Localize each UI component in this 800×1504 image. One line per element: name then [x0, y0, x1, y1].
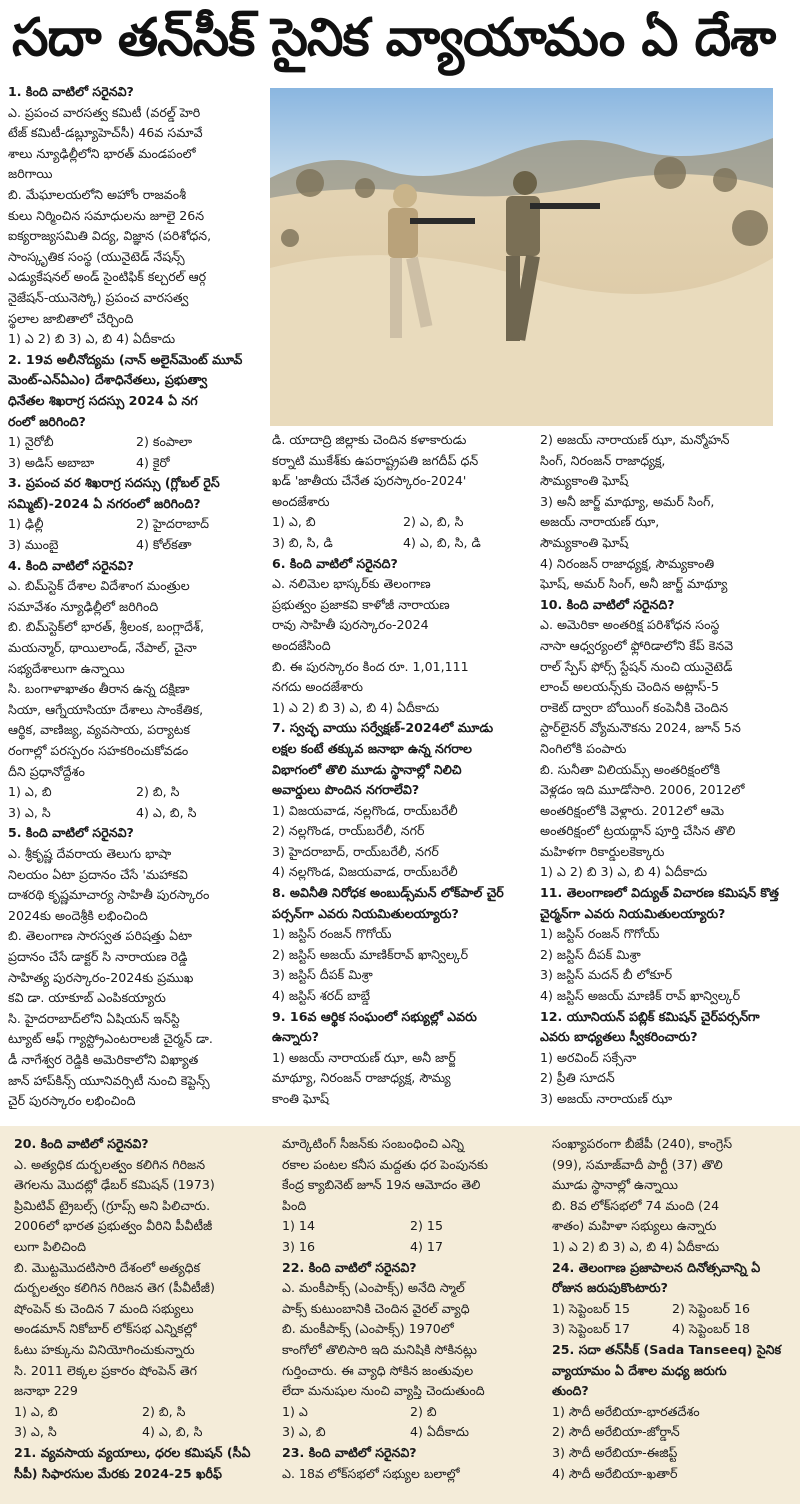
body-line: సియా, ఆగ్నేయాసియా దేశాలు సాంకేతిక,	[8, 701, 204, 717]
body-line: స్టార్‌లైనర్ వ్యోమనౌకను 2024, జూన్ 5న	[540, 720, 741, 736]
question-text: ధినేతల శిఖరాగ్ర సదస్సు 2024 ఏ నగ	[8, 392, 198, 408]
body-line: 4) సౌదీ అరేబియా-ఖతార్	[552, 1465, 678, 1481]
option-text: 3) ఎ, బి	[282, 1424, 326, 1440]
body-line: వెళ్లడం ఇది మూడోసారి. 2006, 2012లో	[540, 782, 745, 798]
body-line: అంతరిక్షంలో ట్రయథ్లాన్ పూర్తి చేసిన తొలి	[540, 823, 736, 839]
option-row	[282, 1237, 538, 1258]
body-line: సంఖ్యాపరంగా బీజేపీ (240), కాంగ్రెస్	[552, 1136, 733, 1151]
body-line: షోంపెన్ కు చెందిన 7 మంది సభ్యులు	[14, 1300, 194, 1316]
question-text: ఉన్నారు?	[272, 1029, 319, 1045]
option-row	[8, 514, 264, 535]
question-text: 5. కింది వాటిలో సరైనవి?	[8, 825, 134, 841]
body-line: జాన్ హాప్‌కిన్స్ యూనివర్సిటీ నుంచి కెప్టెన్స్	[8, 1072, 210, 1088]
body-line: నాసా ఆధ్వర్యంలో ఫ్లోరిడాలోని కేప్ కెనవె	[540, 637, 734, 653]
bottom-column-2	[282, 1134, 538, 1500]
question-text: 8. అవినీతి నిరోధక అంబుడ్స్‌మన్ లోక్‌పాల్ చైర్	[272, 885, 504, 901]
question-text: చైర్మన్‌గా ఎవరు నియమితులయ్యారు?	[540, 905, 726, 921]
question-text: 7. స్వచ్ఛ వాయు సర్వేక్షణ్-2024లో మూడు	[272, 720, 494, 736]
body-line: సమావేశం న్యూఢిల్లీలో జరిగింది	[8, 598, 159, 614]
option-row	[8, 453, 264, 474]
option-text: 2) కంపాలా	[136, 434, 193, 450]
question-text: రోజున జరుపుకొంటారు?	[552, 1280, 668, 1296]
body-line: ప్రిమిటివ్ ట్రైబల్స్ (గ్రూప్స్ అని పిలిచారు.	[14, 1197, 211, 1213]
body-line: నగదు అందజేశారు	[272, 679, 363, 695]
body-line: నైజేషన్-యునెస్కో) ప్రపంచ వారసత్వ	[8, 289, 189, 305]
body-line: బి. మేఘాలయలోని అహోం రాజవంశీ	[8, 186, 187, 202]
body-line: రాల్ స్పేస్ ఫోర్స్ స్టేషన్ నుంచి యునైటెడ్	[540, 658, 733, 674]
body-line: మహిళగా రికార్డులకెక్కారు	[540, 843, 665, 859]
body-line: 1) అరవింద్ సక్సేనా	[540, 1049, 637, 1065]
question-text: సీపీ) సిఫారసుల మేరకు 2024-25 ఖరీఫ్	[14, 1465, 222, 1481]
question-text: అవార్డులు పొందిన నగరాలేవి?	[272, 782, 420, 798]
body-line: 4) జస్టిస్ అజయ్ మాణిక్ రావ్ ఖాన్విల్కర్	[540, 988, 741, 1004]
body-line: అంతరిక్షంలోకి వెళ్లారు. 2012లో ఆమె	[540, 802, 725, 818]
body-line: 3) సౌదీ అరేబియా-ఈజిప్ట్	[552, 1444, 678, 1460]
body-line: జనాభా 229	[14, 1383, 78, 1399]
body-line: లుగా పిలిచింది	[14, 1238, 86, 1254]
body-line: సౌమ్యకాంతి ఘోష్	[540, 473, 629, 489]
body-line: పింది	[282, 1197, 307, 1213]
body-line: ఎ. అత్యధిక దుర్బలత్వం కలిగిన గిరిజన	[14, 1156, 206, 1172]
body-line: బి. 8వ లోక్‌సభలో 74 మంది (24	[552, 1197, 720, 1213]
body-line: చైర్ పురస్కారం లభించింది	[8, 1093, 136, 1109]
body-line: బి. సునీతా విలియమ్స్ అంతరిక్షంలోకి	[540, 761, 721, 777]
body-line: ఎ. 18వ లోక్‌సభలో సభ్యుల బలాల్లో	[282, 1465, 460, 1481]
option-text: 2) ఎ, బి, సి	[403, 514, 464, 530]
body-line: ఎ. నలిమెల భాస్కర్‌కు తెలంగాణ	[272, 576, 431, 592]
option-text: 2) బి, సి	[136, 784, 180, 800]
body-line: పాక్స్ కుటుంబానికి చెందిన వైరల్ వ్యాధి	[282, 1300, 470, 1316]
body-line: దుర్బలత్వం కలిగిన గిరిజన తెగ (పీవీటీజీ)	[14, 1280, 215, 1296]
body-line: (99), సమాజ్‌వాదీ పార్టీ (37) తొలి	[552, 1156, 723, 1172]
body-line: సభ్యదేశాలుగా ఉన్నాయి	[8, 660, 125, 676]
option-row	[282, 1402, 538, 1423]
option-row	[272, 512, 534, 533]
option-text: 1) ఎ	[282, 1403, 308, 1419]
body-line: 1) ఎ 2) బి 3) ఎ, బి 4) ఏదీకాదు	[8, 331, 176, 347]
body-line: ప్రభుత్వం ప్రజాకవి కాళోజీ నారాయణ	[272, 596, 450, 612]
option-text: 3) అడిస్ అబాబా	[8, 454, 95, 470]
question-text: 9. 16వ ఆర్థిక సంఘంలో సభ్యుల్లో ఎవరు	[272, 1008, 477, 1024]
body-line: 4) జస్టిస్ శరద్ బాబ్డే	[272, 988, 371, 1004]
column-2	[272, 430, 534, 1122]
body-line: నిలయం ఏటా ప్రదానం చేసే 'మహాకవి	[8, 866, 188, 882]
option-text: 4) ఎ, బి, సి	[142, 1424, 203, 1440]
question-text: 4. కింది వాటిలో సరైనవి?	[8, 557, 134, 573]
option-text: 1) సెప్టెంబర్ 15	[552, 1300, 631, 1316]
bottom-column-3	[552, 1134, 792, 1500]
body-line: 1) అజయ్ నారాయణ్ ఝా, అనీ జార్జ్	[272, 1049, 456, 1065]
body-line: 2006లో భారత ప్రభుత్వం వీరిని పీవీటీజీ	[14, 1218, 213, 1234]
body-line: 1) విజయవాడ, నల్లగొండ, రాయ్‌బరేలీ	[272, 802, 458, 818]
option-text: 1) ఎ, బి	[14, 1403, 58, 1419]
question-text: 1. కింది వాటిలో సరైనవి?	[8, 84, 134, 99]
body-line: నింగిలోకి పంపారు	[540, 740, 627, 756]
body-line: సాహిత్య పురస్కారం-2024కు ప్రముఖ	[8, 969, 194, 985]
option-row	[282, 1422, 538, 1443]
option-text: 4) కోల్‌కతా	[136, 537, 192, 553]
option-row	[552, 1299, 792, 1320]
body-line: సి. బంగాళాఖాతం తీరాన ఉన్న దక్షిణా	[8, 681, 190, 697]
body-line: శాలు న్యూఢిల్లీలోని భారత్ మండపంలో	[8, 145, 196, 161]
body-line: అందజేశారు	[272, 493, 330, 509]
option-text: 3) 16	[282, 1238, 315, 1254]
question-text: 11. తెలంగాణలో విద్యుత్ విచారణ కమిషన్ కొత్త	[540, 885, 779, 901]
body-line: 4) నిరంజన్ రాజాధ్యక్ష, సౌమ్యకాంతి	[540, 555, 715, 571]
body-line: బి. తెలంగాణ సారస్వత పరిషత్తు ఏటా	[8, 928, 192, 944]
option-text: 3) సెప్టెంబర్ 17	[552, 1321, 631, 1337]
question-text: 21. వ్యవసాయ వ్యయాలు, ధరల కమిషన్ (సీఏ	[14, 1444, 251, 1460]
option-row	[282, 1216, 538, 1237]
body-line: గుర్తించారు. ఈ వ్యాధి సోకిన జంతువుల	[282, 1362, 474, 1378]
body-line: కేంద్ర క్యాబినెట్ జూన్ 19న ఆమోదం తెలి	[282, 1177, 481, 1193]
body-line: సింగ్, నిరంజన్ రాజాధ్యక్ష,	[540, 452, 666, 468]
body-line: బి. ఈ పురస్కారం కింద రూ. 1,01,111	[272, 658, 469, 674]
body-line: కులు నిర్మించిన సమాధులను జూలై 26న	[8, 207, 205, 223]
option-row	[8, 432, 264, 453]
body-line: కాంగోలో తొలిసారి ఇది మనిషికి సోకినట్లు	[282, 1341, 477, 1357]
body-line: ఎ. అమెరికా అంతరిక్ష పరిశోధన సంస్థ	[540, 617, 720, 633]
body-line: 1) సౌదీ అరేబియా-భారతదేశం	[552, 1403, 700, 1419]
option-text: 2) బి	[410, 1403, 437, 1419]
body-line: అజయ్ నారాయణ్ ఝా,	[540, 514, 660, 530]
body-line: మార్కెటింగ్ సీజన్‌కు సంబంధించి ఎన్ని	[282, 1136, 464, 1151]
body-line: అందజేసింది	[272, 637, 331, 653]
body-line: కర్నాటి ముకేశ్‌కు ఉపరాష్ట్రపతి జగదీప్ ధన్	[272, 452, 479, 468]
option-text: 1) ఢిల్లీ	[8, 516, 44, 532]
body-line: సి. హైదరాబాద్‌లోని ఏషియన్ ఇన్‌స్టి	[8, 1010, 180, 1026]
body-line: కవి డా. యాకూబ్ ఎంపికయ్యారు	[8, 990, 166, 1006]
body-line: మాథ్యూ, నిరంజన్ రాజాధ్యక్ష, సౌమ్య	[272, 1070, 451, 1086]
question-text: రంలో జరిగింది?	[8, 413, 86, 429]
body-line: జరిగాయి	[8, 166, 53, 182]
question-text: లక్షల కంటే తక్కువ జనాభా ఉన్న నగరాల	[272, 740, 472, 756]
body-line: 2) అజయ్ నారాయణ్ ఝా, మన్మోహన్	[540, 432, 730, 447]
option-row	[14, 1402, 270, 1423]
body-line: 1) జస్టిస్ రంజన్ గొగోయ్	[272, 926, 392, 942]
body-line: ఖడ్ 'జాతీయ చేనేత పురస్కారం-2024'	[272, 473, 467, 489]
body-line: తెగలను మొదట్లో ఢేబర్ కమిషన్ (1973)	[14, 1177, 215, 1193]
question-text: 2. 19వ అలీనోద్యమ (నాన్ అలైన్‌మెంట్ మూవ్	[8, 351, 243, 367]
body-line: డీ నాగేశ్వర రెడ్డికి అమెరికాలోని విఖ్యాత	[8, 1051, 199, 1067]
body-line: 1) జస్టిస్ రంజన్ గొగోయ్	[540, 926, 660, 942]
body-line: 3) హైదరాబాద్, రాయ్‌బరేలీ, నగర్	[272, 843, 439, 859]
question-text: ఎవరు బాధ్యతలు స్వీకరించారు?	[540, 1029, 698, 1045]
body-line: 3) అజయ్ నారాయణ్ ఝా	[540, 1091, 673, 1106]
body-line: రకాల పంటల కనీస మద్దతు ధర పెంపునకు	[282, 1156, 488, 1172]
body-line: టేజ్ కమిటీ-డబ్ల్యూహెచ్‌సీ) 46వ సమావే	[8, 125, 203, 141]
body-line: ఘోష్, అమర్ సింగ్, అనీ జార్జ్ మాథ్యూ	[540, 576, 728, 592]
body-line: సి. 2011 లెక్కల ప్రకారం షోంపెన్ తెగ	[14, 1362, 197, 1378]
option-text: 4) సెప్టెంబర్ 18	[672, 1321, 751, 1337]
body-line: ఎ. మంకీపాక్స్ (ఎంపాక్స్) అనేది స్మాల్	[282, 1280, 465, 1296]
option-text: 4) కైరో	[136, 454, 170, 470]
option-text: 3) ముంబై	[8, 537, 59, 553]
body-line: కాంతి ఘోష్	[272, 1091, 329, 1106]
body-line: ఐక్యరాజ్యసమితి విద్య, విజ్ఞాన (పరిశోధన,	[8, 228, 212, 244]
question-text: తుంది?	[552, 1383, 589, 1399]
question-text: సమ్మిట్)-2024 ఏ నగరంలో జరిగింది?	[8, 495, 201, 511]
body-line: ఆర్థిక, వాణిజ్య, వ్యవసాయ, పర్యాటక	[8, 722, 191, 738]
body-line: 1) ఎ 2) బి 3) ఎ, బి 4) ఏదీకాదు	[552, 1238, 720, 1254]
body-line: 3) అనీ జార్జ్ మాథ్యూ, అమర్ సింగ్,	[540, 493, 715, 509]
body-line: 1) ఎ 2) బి 3) ఎ, బి 4) ఏదీకాదు	[272, 699, 440, 715]
body-line: శాతం) మహిళా సభ్యులు ఉన్నారు	[552, 1218, 717, 1234]
body-line: డి. యాదాద్రి జిల్లాకు చెందిన కళాకారుడు	[272, 432, 467, 447]
option-text: 3) ఎ, సి	[8, 804, 51, 820]
option-row	[8, 782, 264, 803]
page-headline: సదా తన్‌సీక్ సైనిక వ్యాయామం ఏ దేశా	[12, 8, 776, 68]
option-text: 4) ఎ, బి, సి	[136, 804, 197, 820]
body-line: ఓటు హక్కును వినియోగించుకున్నారు	[14, 1341, 195, 1357]
body-line: ట్యూట్ ఆఫ్ గ్యాస్ట్రోఎంటరాలజీ చైర్మన్ డా.	[8, 1031, 213, 1047]
question-text: 12. యూనియన్ పబ్లిక్ కమిషన్ చైర్‌పర్సన్‌గా	[540, 1008, 760, 1024]
body-line: బి. మొట్టమొదటిసారి దేశంలో అత్యధిక	[14, 1259, 201, 1275]
column-3	[540, 430, 796, 1122]
option-text: 4) 17	[410, 1238, 443, 1254]
body-line: 1) ఎ 2) బి 3) ఎ, బి 4) ఏదీకాదు	[540, 864, 708, 880]
question-text: మెంట్-ఎన్‌ఏఎం) దేశాధినేతలు, ప్రభుత్వా	[8, 372, 208, 388]
body-line: ఎ. ప్రపంచ వారసత్వ కమిటీ (వరల్డ్ హెరి	[8, 104, 201, 120]
option-text: 2) 15	[410, 1218, 443, 1234]
body-line: 2) జస్టిస్ అజయ్ మాణిక్‌రావ్ ఖాన్విల్కర్	[272, 946, 469, 962]
body-line: లేదా మనుషుల నుంచి వ్యాప్తి చెందుతుంది	[282, 1383, 485, 1399]
question-text: వ్యాయామం ఏ దేశాల మధ్య జరుగు	[552, 1362, 727, 1378]
body-line: సౌమ్యకాంతి ఘోష్	[540, 534, 629, 550]
body-line: 2) సౌదీ అరేబియా-జోర్డాన్	[552, 1424, 680, 1440]
body-line: 2) ప్రీతి సూదన్	[540, 1070, 615, 1086]
body-line: బి. బిమ్‌స్టెక్‌లో భారత్, శ్రీలంక, బంగ్లాదేశ్,	[8, 619, 204, 635]
question-text: విభాగంలో తొలి మూడు స్థానాల్లో నిలిచి	[272, 761, 462, 777]
question-text: 3. ప్రపంచ వర శిఖరాగ్ర సదస్సు (గ్లోబల్ రైస్	[8, 475, 220, 491]
option-row	[8, 803, 264, 824]
body-line: 2) జస్టిస్ దీపక్ మిశ్రా	[540, 946, 641, 962]
option-text: 3) బి, సి, డి	[272, 534, 333, 550]
column-1	[8, 82, 264, 1122]
body-line: ఎ. శ్రీకృష్ణ దేవరాయ తెలుగు భాషా	[8, 845, 172, 861]
body-line: లాంచ్ అలయన్స్‌కు చెందిన అట్లాస్-5	[540, 679, 720, 695]
body-line: రావు సాహితీ పురస్కారం-2024	[272, 617, 429, 633]
question-text: 22. కింది వాటిలో సరైనవి?	[282, 1259, 417, 1275]
body-line: 4) నల్లగొండ, విజయవాడ, రాయ్‌బరేలీ	[272, 864, 458, 880]
option-text: 1) 14	[282, 1218, 315, 1234]
option-text: 4) ఎ, బి, సి, డి	[403, 534, 481, 550]
question-text: 20. కింది వాటిలో సరైనవి?	[14, 1136, 149, 1151]
option-row	[8, 535, 264, 556]
body-line: 3) జస్టిస్ మదన్ బీ లోకూర్	[540, 967, 673, 983]
body-line: రంగాల్లో పరస్పరం సహకరించుకోవడం	[8, 743, 189, 758]
option-row	[14, 1422, 270, 1443]
option-text: 1) నైరోబీ	[8, 434, 54, 450]
body-line: 2) నల్లగొండ, రాయ్‌బరేలీ, నగర్	[272, 823, 425, 839]
option-text: 2) బి, సి	[142, 1403, 186, 1419]
bottom-column-1	[14, 1134, 270, 1500]
body-line: 3) జస్టిస్ దీపక్ మిశ్రా	[272, 967, 373, 983]
body-line: మయన్మార్, థాయిలాండ్, నేపాల్, చైనా	[8, 640, 197, 656]
body-line: దీని ప్రధానోద్దేశం	[8, 763, 85, 779]
question-text: 25. సదా తన్‌సీక్ (Sada Tanseeq) సైనిక	[552, 1341, 782, 1357]
option-row	[552, 1319, 792, 1340]
body-line: స్థలాల జాబితాలో చేర్చింది	[8, 310, 134, 326]
question-text: పర్సన్‌గా ఎవరు నియమితులయ్యారు?	[272, 905, 459, 921]
bottom-section	[0, 1126, 800, 1504]
body-line: మూడు స్థానాల్లో ఉన్నాయి	[552, 1177, 678, 1193]
body-line: రాకెట్ ద్వారా బోయింగ్ కంపెనీకి చెందిన	[540, 699, 729, 715]
question-text: 6. కింది వాటిలో సరైనది?	[272, 555, 398, 571]
option-text: 3) ఎ, సి	[14, 1424, 57, 1440]
body-line: దాశరథి కృష్ణమాచార్య సాహితీ పురస్కారం	[8, 887, 210, 903]
body-line: ప్రదానం చేసే డాక్టర్ సి నారాయణ రెడ్డి	[8, 948, 188, 964]
body-line: సాంస్కృతిక సంస్థ (యునైటెడ్ నేషన్స్	[8, 248, 185, 264]
body-line: అండమాన్ నికోబార్ లోక్‌సభ ఎన్నికల్లో	[14, 1321, 197, 1337]
option-text: 2) సెప్టెంబర్ 16	[672, 1300, 751, 1316]
option-text: 1) ఎ, బి	[8, 784, 52, 800]
question-text: 24. తెలంగాణ ప్రజాపాలన దినోత్సవాన్ని ఏ	[552, 1259, 761, 1275]
body-line: ఎడ్యుకేషనల్ అండ్ సైంటిఫిక్ కల్చరల్ ఆర్గ	[8, 269, 207, 285]
body-line: 2024కు అందెశ్రీకి లభించింది	[8, 907, 148, 923]
option-row	[272, 533, 534, 554]
question-text: 23. కింది వాటిలో సరైనవి?	[282, 1444, 417, 1460]
option-text: 1) ఎ, బి	[272, 514, 316, 530]
military-exercise-photo	[270, 88, 773, 426]
option-text: 2) హైదరాబాద్	[136, 516, 210, 532]
body-line: బి. మంకీపాక్స్ (ఎంపాక్స్) 1970లో	[282, 1321, 454, 1337]
body-line: ఎ. బిమ్‌స్టెక్ దేశాల విదేశాంగ మంత్రుల	[8, 578, 190, 594]
question-text: 10. కింది వాటిలో సరైనది?	[540, 596, 675, 612]
option-text: 4) ఏదీకాదు	[410, 1424, 469, 1440]
